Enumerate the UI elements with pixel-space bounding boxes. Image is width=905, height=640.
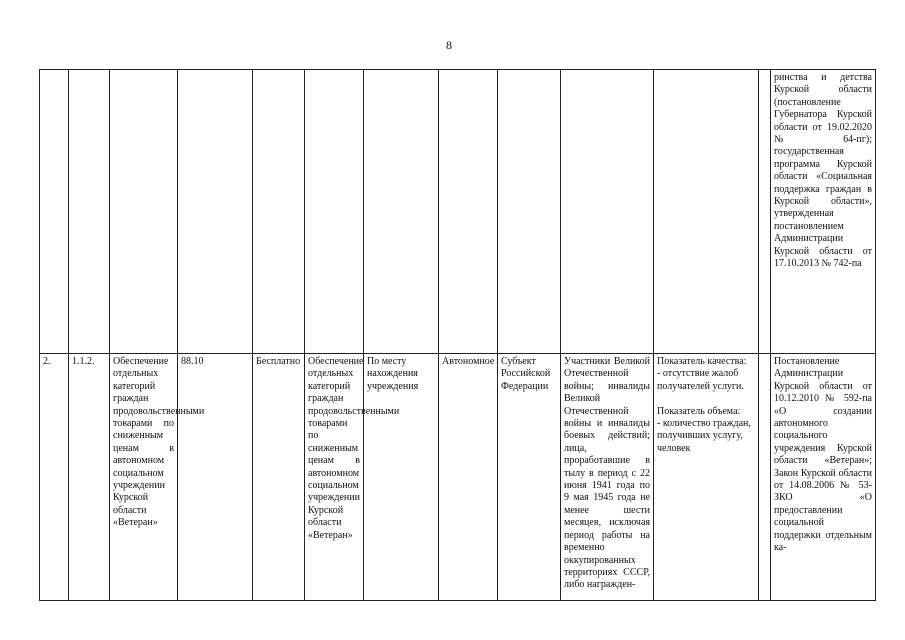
cell-empty <box>40 70 69 354</box>
cell-payment: Бесплатно <box>253 354 305 601</box>
cell-empty <box>759 354 771 601</box>
cell-empty <box>178 70 253 354</box>
services-table <box>39 69 876 601</box>
cell-legal-basis: ринства и детства Курской области (постановление Губернатора Курской области от 19.02.2020 № 64-пг); государственная программа Курской области «Социальная поддержка граждан в Курской области», утвержденная постановлением Администрации Курской области от 17.10.2013 № 742-па <box>771 70 876 354</box>
cell-legal-basis: Постановление Администрации Курской области от 10.12.2010 № 592-па «О создании автономного социального учреждения Курской области «Ветеран»; Закон Курской области от 14.08.2006 № 53-ЗКО «О предоставлении социальной поддержки отдельным ка- <box>771 354 876 601</box>
cell-empty <box>364 70 439 354</box>
cell-empty <box>439 70 498 354</box>
cell-institution-type: Автономное <box>439 354 498 601</box>
cell-consumers: Участники Великой Отечественной войны; инвалиды Великой Отечественной войны и инвалиды боевых действий; лица, проработавшие в тылу в период с 22 июня 1941 года по 9 мая 1945 года не менее шести месяцев, исключая период работы на временно оккупированных территориях СССР, либо награжден- <box>561 354 654 601</box>
cell-empty <box>253 70 305 354</box>
cell-empty <box>498 70 561 354</box>
cell-empty <box>110 70 178 354</box>
cell-place: По месту нахождения учреждения <box>364 354 439 601</box>
cell-empty <box>759 70 771 354</box>
cell-okved: 88.10 <box>178 354 253 601</box>
cell-indicators: Показатель качества: - отсутствие жалоб получателей услуги. Показатель объема: - количество граждан, получивших услугу, человек <box>654 354 759 601</box>
cell-service-code: 1.1.2. <box>69 354 110 601</box>
cell-service-name: Обеспечение отдельных категорий граждан продовольственными товарами по сниженным ценам в автономном социальном учреждении Курской области «Ветеран» <box>110 354 178 601</box>
cell-founder: Субъект Российской Федерации <box>498 354 561 601</box>
cell-row-number: 2. <box>40 354 69 601</box>
table-row <box>40 354 876 601</box>
cell-empty <box>654 70 759 354</box>
page-number: 8 <box>446 38 452 52</box>
cell-empty <box>561 70 654 354</box>
table-row <box>40 70 876 354</box>
cell-service-content: Обеспечение отдельных категорий граждан продовольственными товарами по сниженным ценам в автономном социальном учреждении Курской области «Ветеран» <box>305 354 364 601</box>
cell-empty <box>69 70 110 354</box>
cell-empty <box>305 70 364 354</box>
